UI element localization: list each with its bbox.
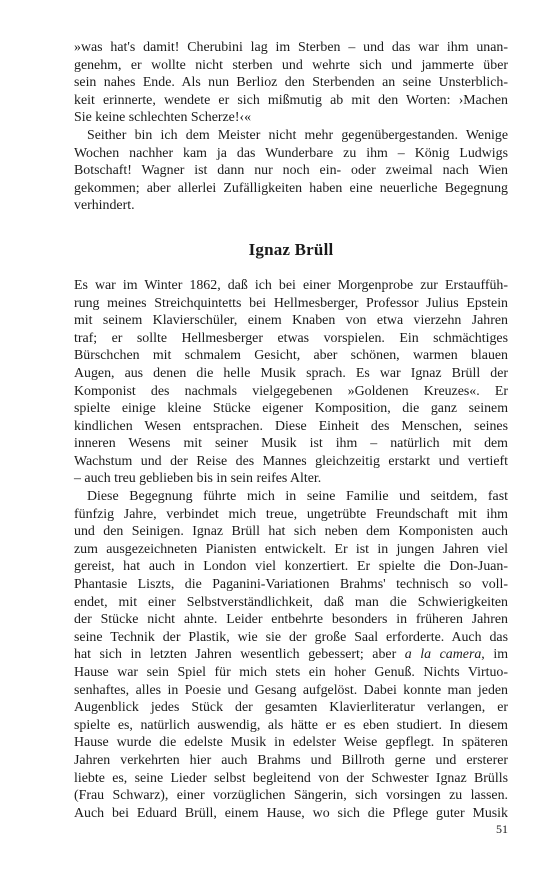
text-line: Jahren verkehrten hier auch Brahms und Billroth gerne und ersterer: [74, 752, 508, 768]
text-line: inneren Wesens mit seiner Musik ist ihm – natürlich mit dem: [74, 436, 508, 452]
text-line: kindlichen Wesen entsprachen. Diese Einheit des Menschen, seines: [74, 418, 508, 434]
page-body: [74, 39, 508, 822]
text-line: und den Seinigen. Ignaz Brüll hat sich neben dem Komponisten auch: [74, 524, 508, 540]
paragraph-brull-friendship: [74, 488, 508, 822]
page-number: 51: [496, 822, 508, 836]
text-line: traf; er sollte Hellmesberger etwas vorspielen. Ein schmächtiges: [74, 330, 508, 346]
text-line: Phantasie Liszts, die Paganini-Variationen Brahms' technisch so voll-: [74, 577, 508, 593]
text-line: mit seinem Klavierschüler, einem Knaben von etwa vierzehn Jahren: [74, 313, 508, 329]
text-line: senhaftes, alles in Poesie und Gesang aufgelöst. Dabei konnte man jeden: [74, 682, 508, 698]
text-line: Diese Begegnung führte mich in seine Familie und seitdem, fast: [87, 489, 508, 505]
paragraph-brull-intro: [74, 277, 508, 488]
text-line: (Frau Schwarz), einer vorzüglichen Sängerin, sich vorsingen zu lassen.: [74, 788, 508, 804]
text-line: keit erinnerte, wendete er sich mißmutig ab mit den Worten: ›Machen: [74, 92, 508, 108]
text-line: fünfzig Jahre, verbindet mich treue, ungetrübte Freundschaft mit ihm: [74, 506, 508, 522]
italic-phrase: a la camera: [404, 647, 482, 663]
text-line: Wochen nachher kam ja das Wunderbare zu ihm – König Ludwigs: [74, 145, 508, 161]
text-line: hat sich in letzten Jahren wesentlich gebessert; aber a la camera, im: [74, 647, 508, 663]
text-line: Komponist des nachmals vielgegebenen »Goldenen Kreuzes«. Er: [74, 383, 508, 399]
text-line: der Stücke nicht ahnte. Leider entbehrte besonders in früheren Jahren: [74, 612, 508, 628]
text-line: – auch treu geblieben bis in sein reifes Alter.: [74, 471, 322, 487]
text-line: endet, mit einer Selbstverständlichkeit, daß man die Schwierigkeiten: [74, 594, 508, 610]
text-line: Sie keine schlechten Scherze!‹«: [74, 110, 252, 126]
text-line: gereist, hat auch in London viel konzertiert. Er spielte die Don-Juan-: [74, 559, 508, 575]
text-line: Bürschchen mit schmalem Gesicht, aber schönen, warmen blauen: [74, 348, 508, 364]
paragraph-cherubini-quote: [74, 39, 508, 127]
section-heading: Ignaz Brüll: [248, 239, 334, 259]
text-line: Augenblick jedes Stück der gesamten Klavierliteratur verlangen, er: [74, 700, 508, 716]
paragraph-wagner: [74, 127, 508, 215]
text-line: zum ausgezeichneten Pianisten entwickelt. Er ist in jungen Jahren viel: [74, 541, 508, 557]
text-line: spielte einige kleine Stücke eigener Komposition, die ganz seinem: [74, 401, 508, 417]
text-line: gekommen; aber allerlei Zufälligkeiten haben eine neuerliche Begegnung: [74, 180, 508, 196]
text-line: Wachstum und der Reise des Mannes gleichzeitig erstarkt und vertieft: [74, 453, 508, 469]
text-line: Seither bin ich dem Meister nicht mehr gegenübergestanden. Wenige: [87, 127, 508, 143]
text-line: Hause war sein Spiel für mich stets ein hoher Genuß. Nichts Virtuo-: [74, 665, 508, 680]
text-line: »was hat's damit! Cherubini lag im Sterben – und das war ihm unan-: [74, 40, 508, 55]
text-line: seine Technik der Plastik, wie sie der große Saal erforderte. Auch das: [74, 629, 508, 645]
text-line: genehm, er wollte nicht sterben und wehrte sich und jammerte über: [74, 57, 508, 73]
text-line: spielte es, natürlich auswendig, als hätte er es eben studiert. In diesem: [74, 717, 508, 733]
text-line: sein nahes Ende. Als nun Berlioz den Sterbenden an seine Unsterblich-: [74, 75, 508, 91]
text-line: verhindert.: [74, 198, 135, 214]
text-line: Botschaft! Wagner ist dann nur noch ein- oder zweimal nach Wien: [74, 163, 508, 179]
text-line: Auch bei Eduard Brüll, einem Hause, wo sich die Pflege guter Musik: [74, 805, 508, 821]
text-line: liebte es, seine Lieder selbst begleitend von der Schwester Ignaz Brülls: [74, 770, 508, 786]
text-line: rung meines Streichquintetts bei Hellmesberger, Professor Julius Epstein: [74, 295, 508, 311]
text-line: Es war im Winter 1862, daß ich bei einer Morgenprobe zur Erstauffüh-: [74, 277, 508, 293]
text-line: Hause wurde die edelste Musik in edelster Weise gepflegt. In späteren: [74, 735, 508, 751]
text-line: Augen, aus denen die helle Musik sprach. Es war Ignaz Brüll der: [74, 365, 508, 381]
